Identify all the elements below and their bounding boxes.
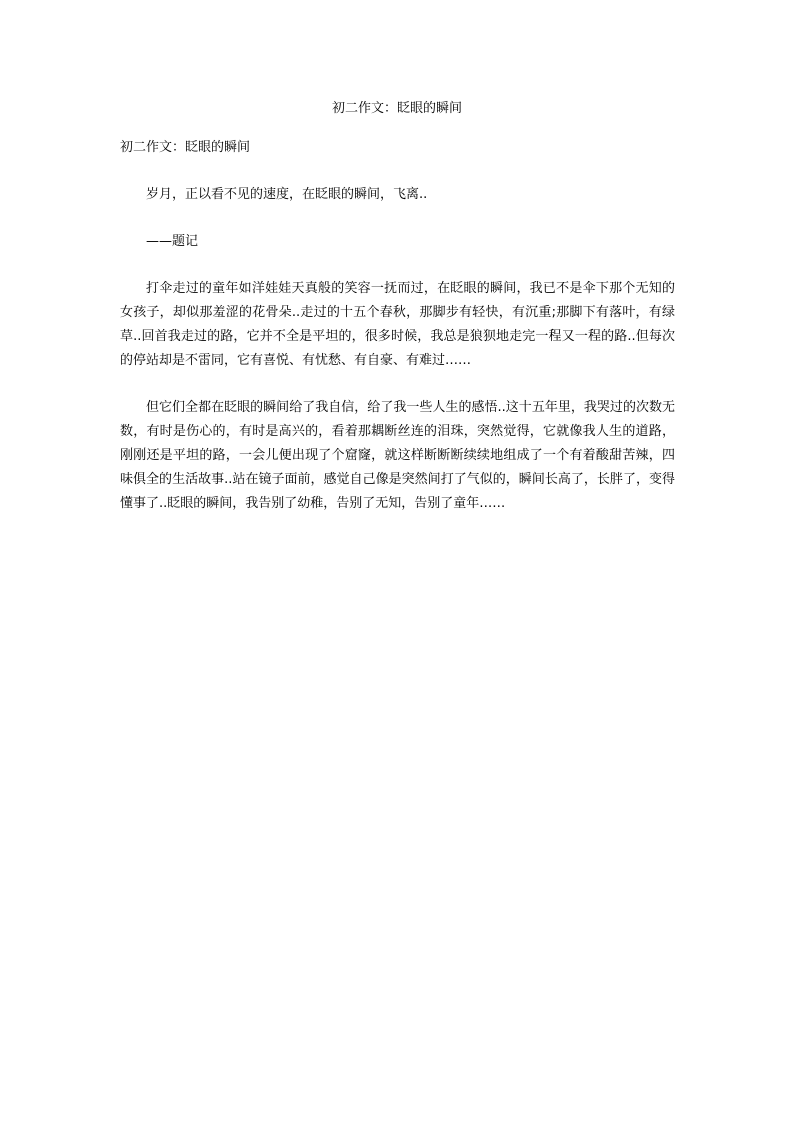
body-paragraph-1: 打伞走过的童年如洋娃娃天真般的笑容一抚而过，在眨眼的瞬间，我已不是伞下那个无知的女孩子，却似那羞涩的花骨朵..走过的十五个春秋，那脚步有轻快，有沉重;那脚下有落叶，有绿草..回首我走过的路，它并不全是平坦的，很多时候，我总是狼狈地走完一程又一程的路..但每次的停站却是不雷同，它有喜悦、有忧愁、有自豪、有难过…… [120,281,675,368]
article-subtitle: 初二作文：眨眼的瞬间 [120,140,251,155]
epigraph-attribution: ——题记 [146,234,199,249]
epigraph: 岁月，正以看不见的速度，在眨眼的瞬间，飞离.. [146,187,428,202]
body-paragraph-2: 但它们全都在眨眼的瞬间给了我自信，给了我一些人生的感悟..这十五年里，我哭过的次数无数，有时是伤心的，有时是高兴的，看着那耦断丝连的泪珠，突然觉得，它就像我人生的道路，刚刚还是平坦的路，一会儿便出现了个窟窿，就这样断断断续续地组成了一个有着酸甜苦辣，四味俱全的生活故事..站在镜子面前，感觉自己像是突然间打了气似的，瞬间长高了，长胖了，变得懂事了..眨眼的瞬间，我告别了幼稚，告别了无知，告别了童年…… [120,400,675,511]
document-body [120,136,675,539]
document-title: 初二作文：眨眼的瞬间 [331,101,462,116]
